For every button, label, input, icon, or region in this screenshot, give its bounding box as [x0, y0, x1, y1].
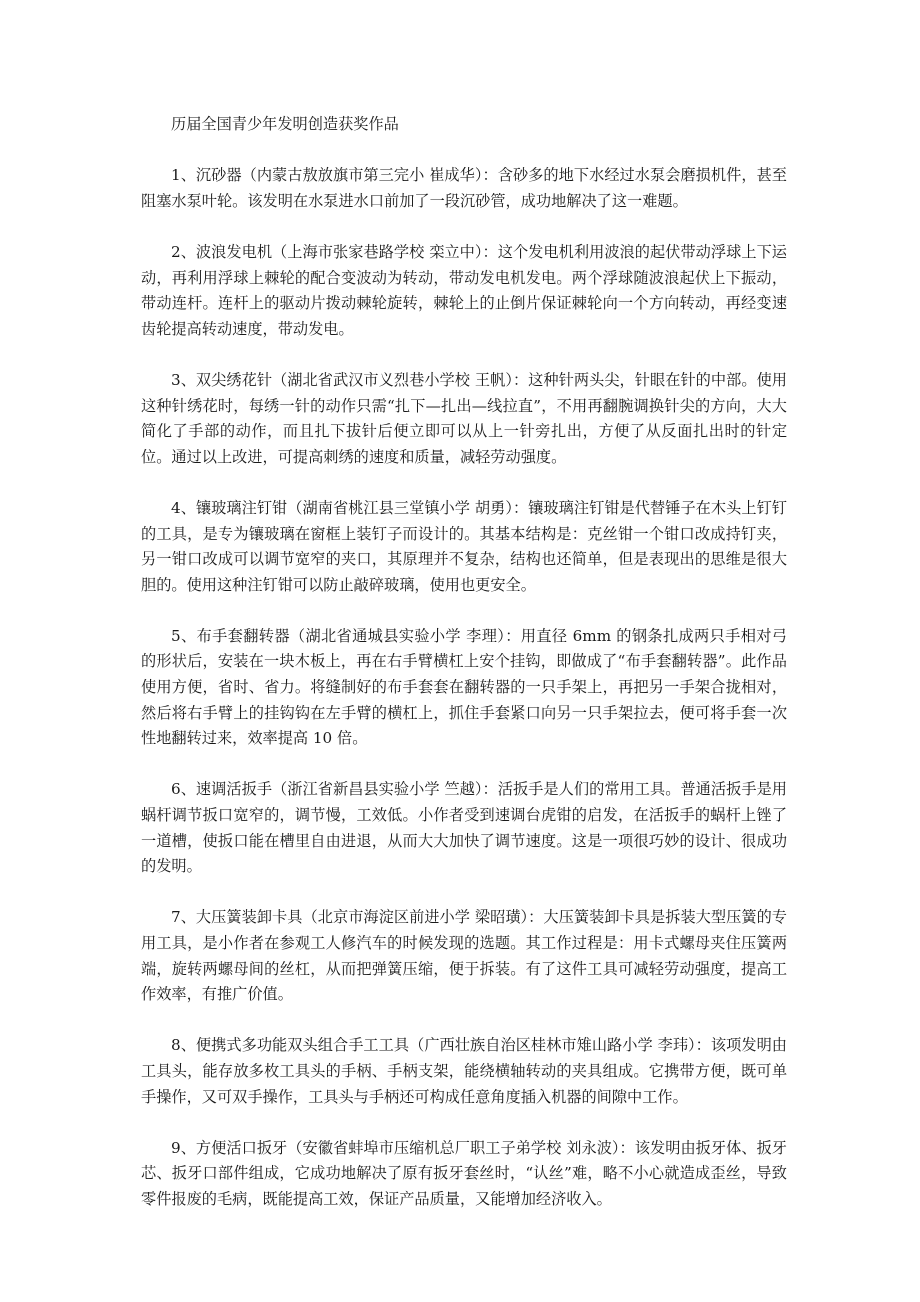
paragraph-item-8: 8、便携式多功能双头组合手工工具（广西壮族自治区桂林市雉山路小学 李玮）：该项发明由工具头，能存放多枚工具头的手柄、手柄支架，能绕横轴转动的夹具组成。它携带方便，既可单手操作，又可双手操作，工具头与手柄还可构成任意角度插入机器的间隙中工作。 — [141, 1036, 787, 1106]
paragraph-item-3: 3、双尖绣花针（湖北省武汉市义烈巷小学校 王帆）：这种针两头尖，针眼在针的中部。使用这种针绣花时，每绣一针的动作只需“扎下—扎出—线拉直”，不用再翻腕调换针尖的方向，大大简化了手部的动作，而且扎下拔针后便立即可以从上一针旁扎出，方便了从反面扎出时的针定位。通过以上改进，可提高刺绣的速度和质量，减轻劳动强度。 — [141, 370, 787, 466]
document-title: 历届全国青少年发明创造获奖作品 — [171, 115, 399, 133]
paragraph-item-1: 1、沉砂器（内蒙古敖放旗市第三完小 崔成华）：含砂多的地下水经过水泵会磨损机件，甚至阻塞水泵叶轮。该发明在水泵进水口前加了一段沉砂管，成功地解决了这一难题。 — [141, 166, 787, 210]
paragraph-item-4: 4、镶玻璃注钉钳（湖南省桃江县三堂镇小学 胡勇）：镶玻璃注钉钳是代替锤子在木头上钉钉的工具，是专为镶玻璃在窗框上装钉子而设计的。其基本结构是：克丝钳一个钳口改成持钉夹，另一钳口改成可以调节宽窄的夹口，其原理并不复杂，结构也还简单，但是表现出的思维是很大胆的。使用这种注钉钳可以防止敲碎玻璃，使用也更安全。 — [141, 498, 787, 594]
paragraph-item-5: 5、布手套翻转器（湖北省通城县实验小学 李理）：用直径 6mm 的钢条扎成两只手相对弓的形状后，安装在一块木板上，再在右手臂横杠上安个挂钩，即做成了“布手套翻转器”。此作品使用方便，省时、省力。将缝制好的布手套套在翻转器的一只手架上，再把另一手架合拢相对，然后将右手臂上的挂钩钩在左手臂的横杠上，抓住手套紧口向另一只手架拉去，便可将手套一次性地翻转过来，效率提高 10 倍。 — [141, 626, 787, 748]
paragraph-item-2: 2、波浪发电机（上海市张家巷路学校 栾立中）：这个发电机利用波浪的起伏带动浮球上下运动，再利用浮球上棘轮的配合变波动为转动，带动发电机发电。两个浮球随波浪起伏上下振动，带动连杆。连杆上的驱动片拨动棘轮旋转，棘轮上的止倒片保证棘轮向一个方向转动，再经变速齿轮提高转动速度，带动发电。 — [141, 242, 787, 338]
paragraph-item-7: 7、大压簧装卸卡具（北京市海淀区前进小学 梁昭璜）：大压簧装卸卡具是拆装大型压簧的专用工具，是小作者在参观工人修汽车的时候发现的选题。其工作过程是：用卡式螺母夹住压簧两端，旋转两螺母间的丝杠，从而把弹簧压缩，便于拆装。有了这件工具可减轻劳动强度，提高工作效率，有推广价值。 — [141, 908, 787, 1004]
document-body — [141, 112, 787, 1238]
paragraph-item-9: 9、方便活口扳牙（安徽省蚌埠市压缩机总厂职工子弟学校 刘永波）：该发明由扳牙体、扳牙芯、扳牙口部件组成，它成功地解决了原有扳牙套丝时，“认丝”难，略不小心就造成歪丝，导致零件报废的毛病，既能提高工效，保证产品质量，又能增加经济收入。 — [141, 1138, 787, 1208]
paragraph-item-6: 6、速调活扳手（浙江省新昌县实验小学 竺越）：活扳手是人们的常用工具。普通活扳手是用蜗杆调节扳口宽窄的，调节慢，工效低。小作者受到速调台虎钳的启发，在活扳手的蜗杆上锉了一道槽，使扳口能在槽里自由进退，从而大大加快了调节速度。这是一项很巧妙的设计、很成功的发明。 — [141, 780, 787, 876]
